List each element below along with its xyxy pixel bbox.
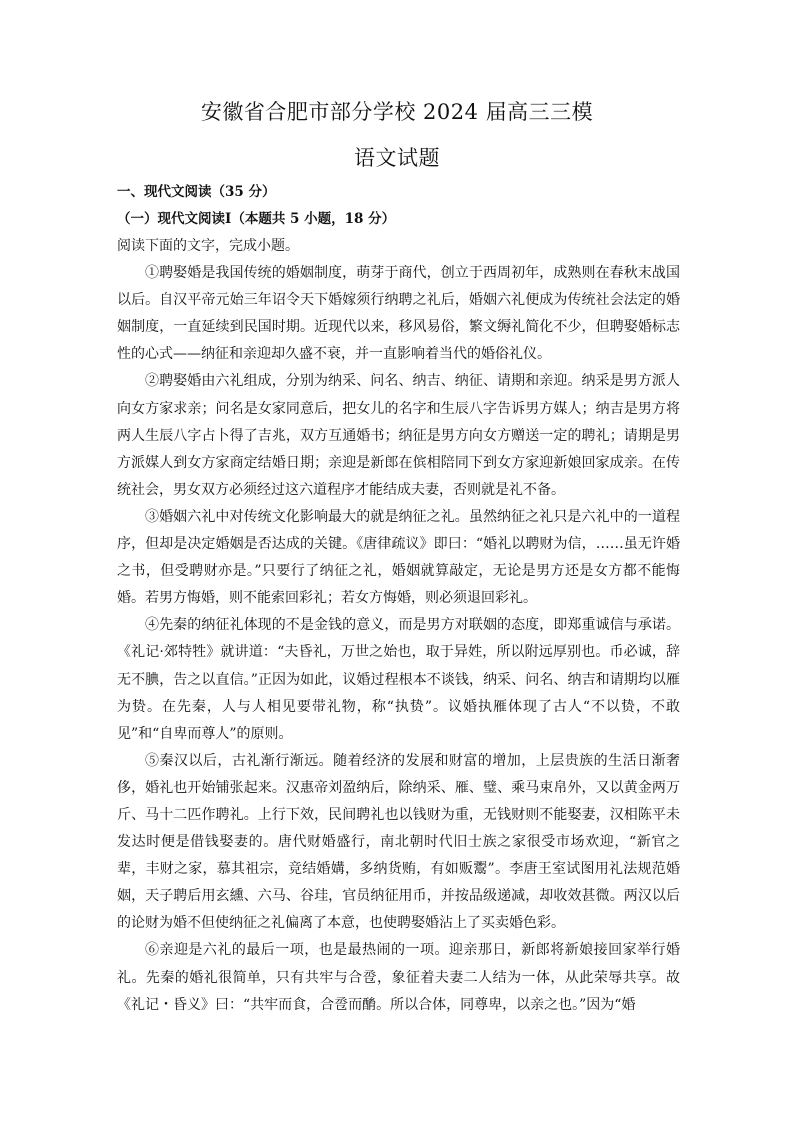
- document-title: 安徽省合肥市部分学校 2024 届高三三模: [200, 100, 594, 124]
- instruction-text: 阅读下面的文字，完成小题。: [117, 238, 299, 254]
- document-subtitle: 语文试题: [354, 146, 440, 170]
- paragraph-5: ⑤秦汉以后，古礼渐行渐远。随着经济的发展和财富的增加，上层贵族的生活日渐奢侈，婚礼也开始铺张起来。汉惠帝刘盈纳后，除纳采、雁、璧、乘马束帛外，又以黄金两万斤、马十二匹作聘礼。上行下效，民间聘礼也以钱财为重，无钱财则不能娶妻，汉相陈平未发达时便是借钱娶妻的。唐代财婚盛行，南北朝时代旧士族之家很受市场欢迎，“新官之辈，丰财之家，慕其祖宗，竞结婚媾，多纳货贿，有如贩鬻”。李唐王室试图用礼法规范婚姻，天子聘后用玄纁、六马、谷珪，官员纳征用币，并按品级递减，却收效甚微。两汉以后的论财为婚不但使纳征之礼偏离了本意，也使聘娶婚沾上了买卖婚色彩。: [117, 752, 680, 932]
- paragraph-6: ⑥亲迎是六礼的最后一项，也是最热闹的一项。迎亲那日，新郎将新娘接回家举行婚礼。先秦的婚礼很简单，只有共牢与合卺，象征着夫妻二人结为一体，从此荣辱共享。故《礼记・昏义》曰：“共牢而食，合卺而酳。所以合体，同尊卑，以亲之也。”因为“婚: [117, 942, 680, 1013]
- paragraph-1: ①聘娶婚是我国传统的婚姻制度，萌芽于商代，创立于西周初年，成熟则在春秋末战国以后。自汉平帝元始三年诏令天下婚嫁须行纳聘之礼后，婚姻六礼便成为传统社会法定的婚姻制度，一直延续到民国时期。近现代以来，移风易俗，繁文缛礼简化不少，但聘娶婚标志性的心式——纳征和亲迎却久盛不衰，并一直影响着当代的婚俗礼仪。: [117, 265, 680, 363]
- section-heading: 一、现代文阅读（35 分）: [117, 184, 276, 200]
- paragraph-3: ③婚姻六礼中对传统文化影响最大的就是纳征之礼。虽然纳征之礼只是六礼中的一道程序，但却是决定婚姻是否达成的关键。《唐律疏议》即曰：“婚礼以聘财为信，……虽无许婚之书，但受聘财亦是。”只要行了纳征之礼，婚姻就算敲定，无论是男方还是女方都不能悔婚。若男方悔婚，则不能索回彩礼；若女方悔婚，则必须退回彩礼。: [117, 508, 680, 607]
- reading-passage: [117, 233, 680, 1019]
- paragraph-4: ④先秦的纳征礼体现的不是金钱的意义，而是男方对联姻的态度，即郑重诚信与承诺。《礼记·郊特牲》就讲道：“夫昏礼，万世之始也，取于异姓，所以附远厚别也。币必诚，辞无不腆，告之以直信。”正因为如此，议婚过程根本不谈钱，纳采、问名、纳吉和请期均以雁为贽。在先秦，人与人相见要带礼物，称“执贽”。议婚执雁体现了古人“不以贽，不敢见”和“自卑而尊人”的原则。: [117, 617, 680, 742]
- subsection-heading: （一）现代文阅读Ⅰ（本题共 5 小题，18 分）: [117, 211, 396, 227]
- paragraph-2: ②聘娶婚由六礼组成，分别为纳采、问名、纳吉、纳征、请期和亲迎。纳采是男方派人向女方家求亲；问名是女家同意后，把女儿的名字和生辰八字告诉男方媒人；纳吉是男方将两人生辰八字占卜得了吉兆，双方互通婚书；纳征是男方向女方赠送一定的聘礼；请期是男方派媒人到女方家商定结婚日期；亲迎是新郎在傧相陪同下到女方家迎新娘回家成亲。在传统社会，男女双方必须经过这六道程序才能结成夫妻，否则就是礼不备。: [117, 373, 680, 498]
